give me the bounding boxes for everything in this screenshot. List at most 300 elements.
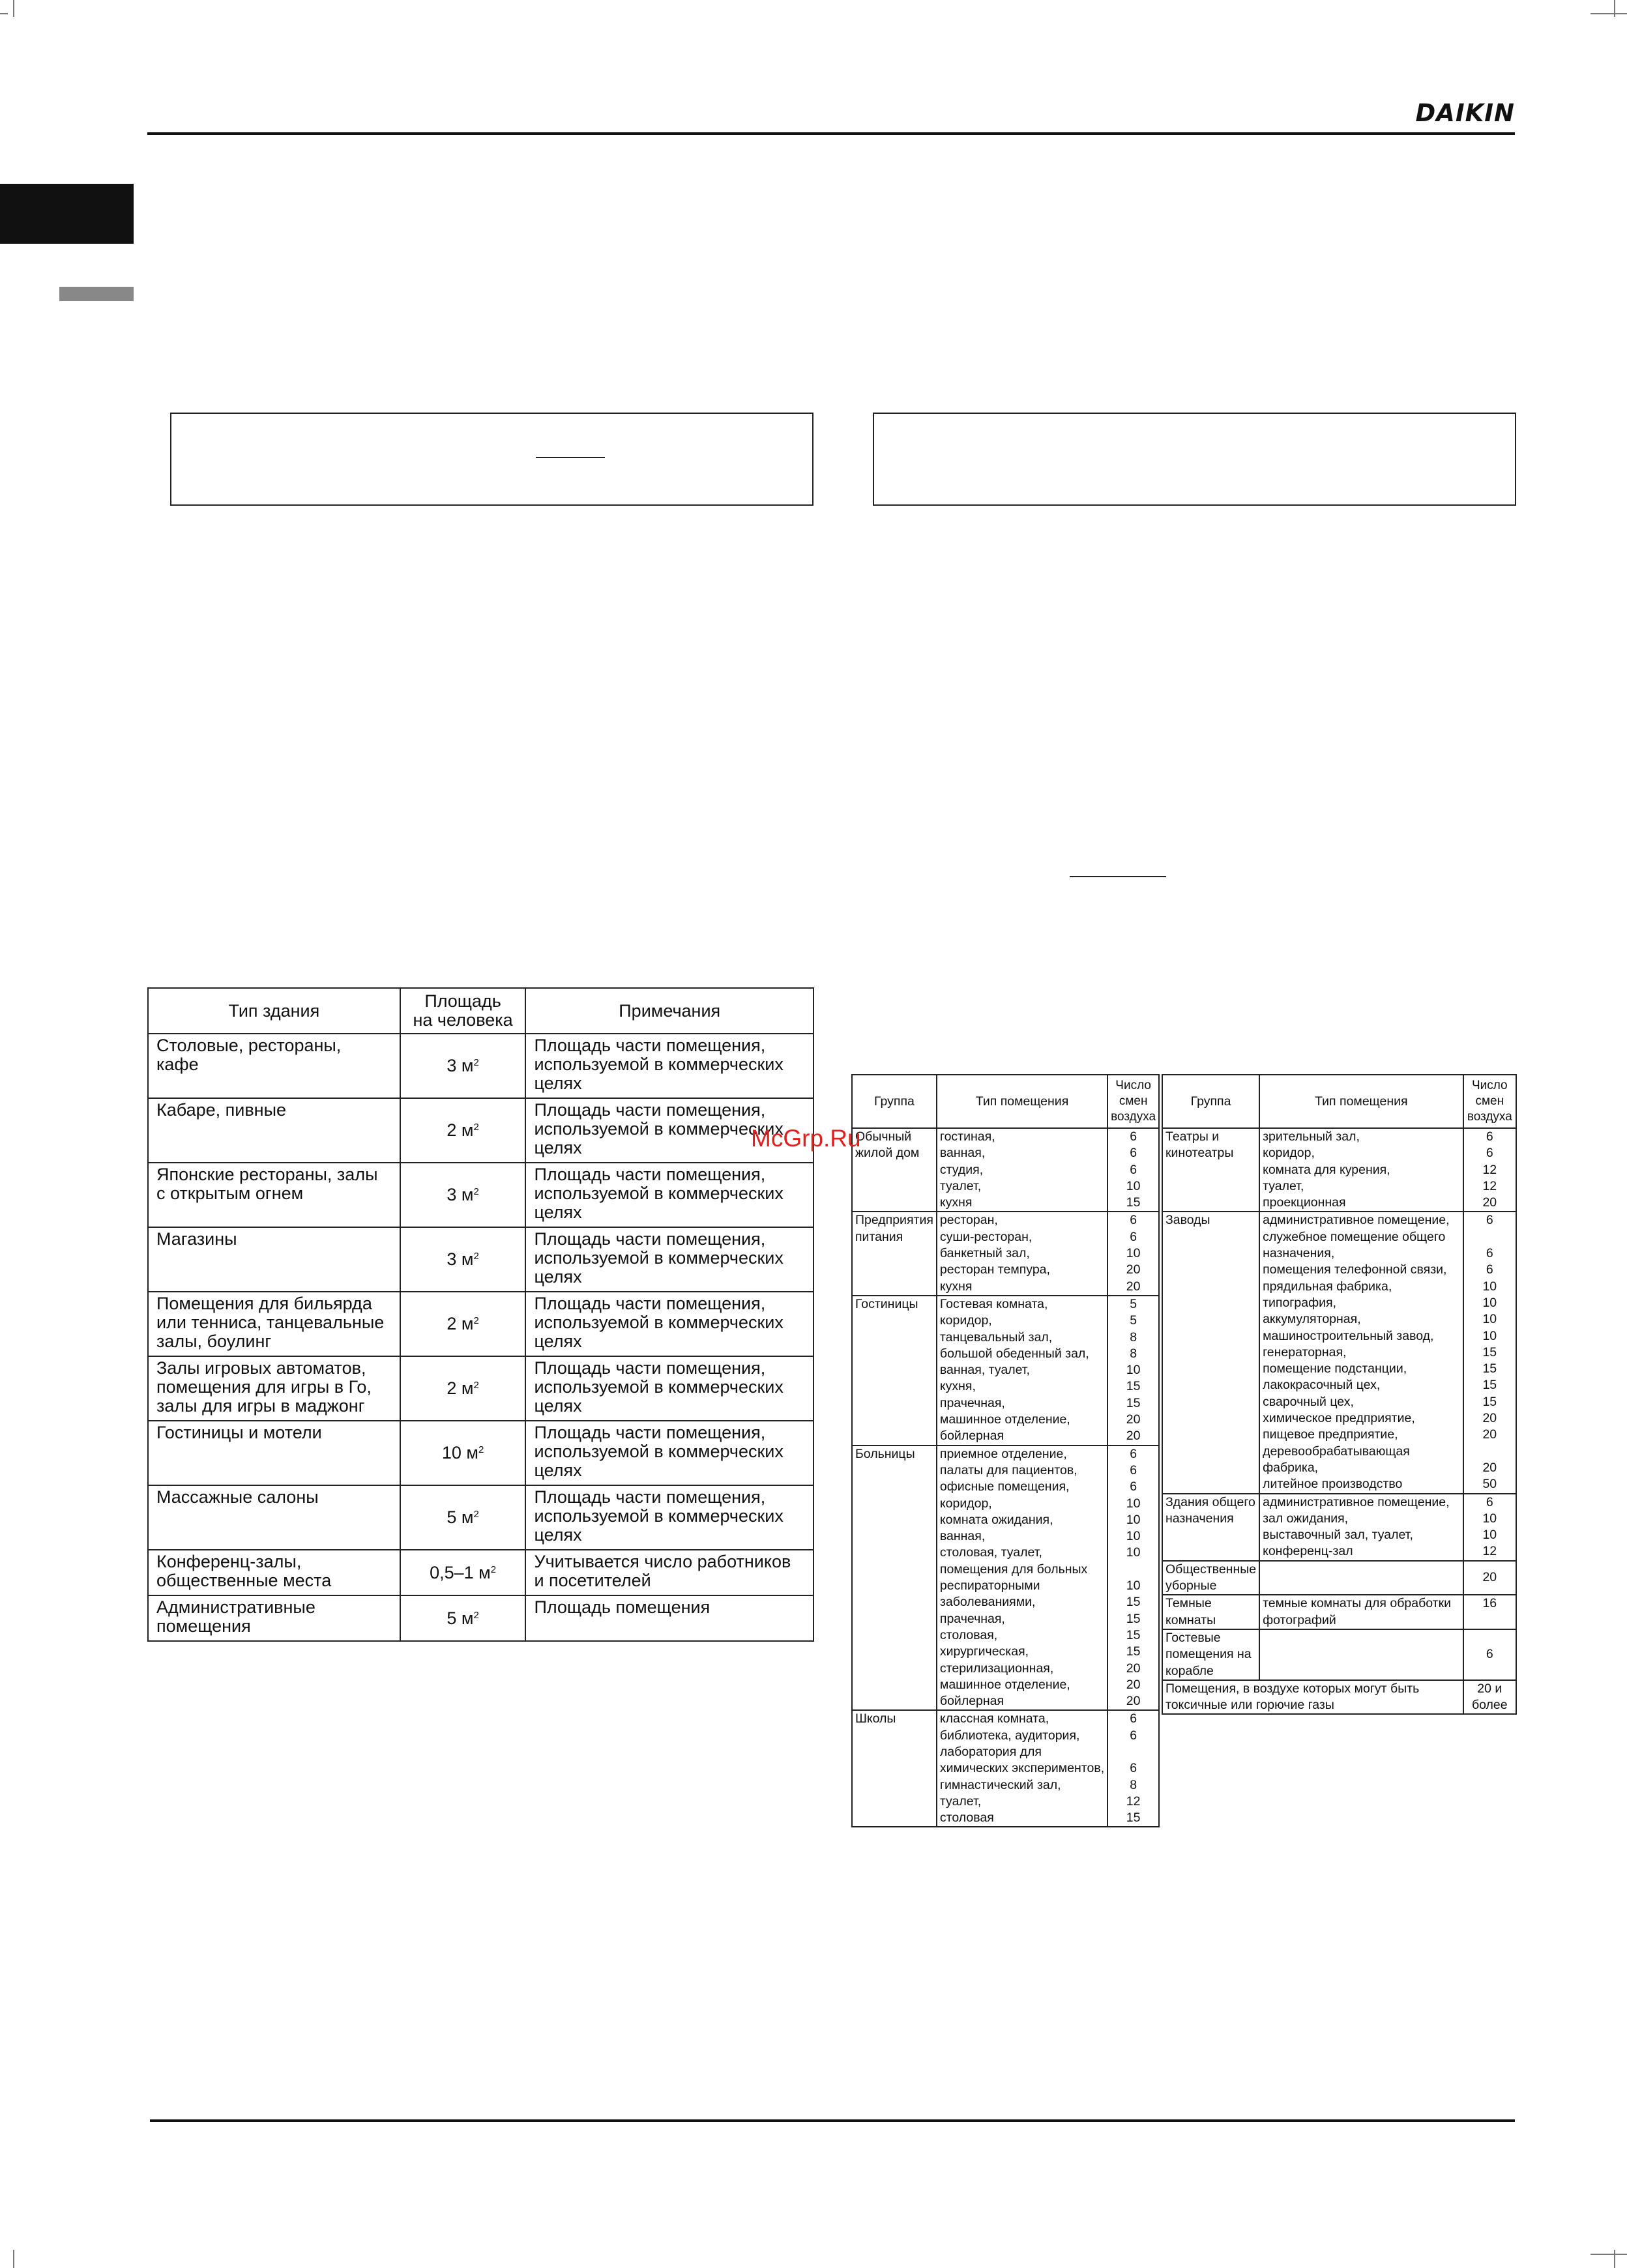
cell-text: помещения для игры в Го, [156,1377,372,1397]
cell-text: помещения [156,1616,251,1636]
cell-text: химическое предприятие, [1263,1411,1415,1426]
cell-text: респираторными [939,1578,1040,1593]
cell-text: 10 [1126,1178,1141,1193]
building-type-cell [148,1098,400,1163]
cell-text: прядильная фабрика, [1263,1279,1392,1294]
cell-text: ресторан, [939,1213,998,1228]
cell-text: 6 [1486,1213,1493,1228]
group-cell [1162,1561,1259,1595]
area-per-person-cell [400,1550,526,1595]
cell-text: машинное отделение, [939,1677,1070,1692]
cell-text: Помещения, в воздухе которых могут быть [1165,1681,1420,1696]
cell-text [1465,1229,1514,1245]
room-type-cell [937,1296,1107,1446]
cell-text: 6 [1130,1213,1137,1228]
cell-text: Здания общего [1165,1494,1255,1509]
cell-text: 20 [1126,1279,1141,1294]
cell-text: Кабаре, пивные [156,1100,287,1120]
watermark: McGrp.Ru [751,1125,861,1152]
cell-text: 20 [1126,1694,1141,1709]
cell-text: помещения телефонной связи, [1263,1262,1447,1277]
cell-text [1465,1444,1514,1460]
square-superscript: 2 [473,1315,479,1326]
cell-text: 15 [1126,1379,1141,1394]
cell-text: 6 [1130,1446,1137,1461]
cell-text: 6 [1130,1479,1137,1494]
crop-mark [0,13,8,14]
cell-text: корабле [1165,1663,1214,1678]
cell-text: Учитывается число работников [534,1552,791,1571]
building-type-cell [148,1421,400,1485]
cell-text: машинное отделение, [939,1412,1070,1427]
table-row [1162,1561,1516,1595]
cell-text: лакокрасочный цех, [1263,1378,1381,1393]
section-marker [59,287,134,301]
cell-text: конференц-зал [1263,1544,1353,1559]
table-row [852,1446,1159,1711]
air-changes-cell [1107,1446,1159,1711]
cell-text: зрительный зал, [1263,1129,1360,1144]
group-cell [1162,1494,1259,1561]
cell-text: 6 [1130,1162,1137,1177]
cell-text: 16 [1482,1596,1497,1611]
air-changes-cell [1107,1212,1159,1295]
occupancy-table [147,987,814,1642]
cell-text: более [1471,1698,1508,1713]
square-superscript: 2 [473,1251,479,1262]
cell-text [1109,1562,1157,1578]
square-superscript: 2 [473,1609,479,1621]
cell-text: Площадь помещения [534,1597,711,1617]
cell-text: деревообрабатывающая [1263,1444,1410,1459]
table-row [148,1163,814,1227]
cell-text: кухня [939,1279,973,1294]
note-cell [525,1595,814,1641]
column-header-room-type: Тип помещения [937,1075,1107,1128]
air-changes-table-left [851,1074,1160,1827]
cell-text [1109,1744,1157,1760]
cell-text: административное помещение, [1263,1213,1450,1228]
area-per-person-cell [400,1595,526,1641]
group-cell [852,1446,937,1711]
building-type-cell [148,1292,400,1356]
cell-text: 8 [1130,1777,1137,1792]
area-value: 3 м [447,1056,474,1075]
table-row [1162,1128,1516,1212]
air-changes-cell [1463,1561,1516,1595]
area-value: 0,5–1 м [430,1562,491,1582]
cell-text: используемой в коммерческих [534,1248,784,1268]
area-per-person-cell [400,1163,526,1227]
cell-text: 10 [1482,1312,1497,1327]
formula-box-left [170,413,814,506]
cell-text: темные комнаты для обработки [1263,1596,1452,1611]
cell-text: 20 и [1477,1681,1502,1696]
building-type-cell [148,1163,400,1227]
cell-text: Гостевая комната, [939,1296,1048,1311]
square-superscript: 2 [490,1563,497,1575]
cell-text: банкетный зал, [939,1246,1030,1261]
air-changes-cell [1107,1128,1159,1212]
building-type-cell [148,1227,400,1292]
crop-mark [13,0,14,17]
square-superscript: 2 [473,1122,479,1133]
cell-text: Залы игровых автоматов, [156,1358,366,1378]
cell-text: используемой в коммерческих [534,1506,784,1526]
cell-text: Площадь части помещения, [534,1100,766,1120]
cell-text: 6 [1130,1761,1137,1776]
cell-text: 12 [1126,1794,1141,1809]
cell-text: кафе [156,1054,199,1074]
note-cell [525,1292,814,1356]
cell-text: используемой в коммерческих [534,1184,784,1203]
cell-text: литейное производство [1263,1477,1403,1492]
cell-text: комната ожидания, [939,1512,1053,1527]
area-value: 2 м [447,1378,474,1398]
cell-text: Магазины [156,1229,237,1249]
room-type-cell [1259,1212,1463,1493]
table-row [148,1485,814,1550]
cell-text: коридор, [939,1496,992,1511]
room-type-cell [1259,1128,1463,1212]
crop-mark [1614,0,1615,17]
cell-text: 8 [1130,1330,1137,1345]
area-per-person-cell [400,1227,526,1292]
area-per-person-cell [400,1485,526,1550]
cell-text: 10 [1126,1545,1141,1560]
cell-text: столовая [939,1810,994,1825]
cell-text: 15 [1126,1195,1141,1210]
cell-text: библиотека, аудитория, [939,1728,1080,1743]
cell-text: стерилизационная, [939,1661,1054,1676]
cell-text: кинотеатры [1165,1146,1234,1161]
table-row [852,1212,1159,1295]
cell-text: ванная, [939,1146,986,1161]
table-row [1162,1212,1516,1493]
note-cell [525,1421,814,1485]
cell-text: зал ожидания, [1263,1511,1349,1526]
cell-text: используемой в коммерческих [534,1119,784,1139]
cell-text: залы, боулинг [156,1331,272,1351]
cell-text: коридор, [1263,1146,1315,1161]
cell-text: 6 [1486,1129,1493,1144]
cell-text: целях [534,1461,582,1480]
cell-text: офисные помещения, [939,1479,1070,1494]
cell-text: приемное отделение, [939,1446,1067,1461]
cell-text: Массажные салоны [156,1487,319,1507]
area-per-person-cell [400,1034,526,1098]
group-cell [852,1710,937,1827]
cell-text: Заводы [1165,1213,1210,1228]
note-cell [525,1485,814,1550]
table-row [1162,1629,1516,1680]
cell-text: Гостевые [1165,1630,1221,1645]
column-header-building-type: Тип здания [148,988,400,1034]
cell-text: пищевое предприятие, [1263,1427,1398,1442]
cell-text: используемой в коммерческих [534,1442,784,1461]
cell-text: 6 [1130,1129,1137,1144]
cell-text: 15 [1482,1378,1497,1393]
section-tab [0,184,134,244]
cell-text: используемой в коммерческих [534,1313,784,1332]
cell-text: комнаты [1165,1612,1216,1627]
area-value: 5 м [447,1507,474,1527]
cell-text: Площадь части помещения, [534,1165,766,1184]
cell-text: Гостиницы и мотели [156,1423,322,1442]
cell-text: помещение подстанции, [1263,1361,1407,1376]
cell-text: палаты для пациентов, [939,1462,1077,1477]
group-cell [1162,1595,1259,1629]
cell-text: хирургическая, [939,1644,1029,1659]
cell-text: выставочный зал, туалет, [1263,1528,1413,1543]
cell-text: 20 [1482,1570,1497,1585]
cell-text: кухня, [939,1379,976,1394]
cell-text: уборные [1165,1578,1217,1593]
cell-text: или тенниса, танцевальные [156,1313,385,1332]
cell-text: ванная, туалет, [939,1363,1030,1378]
cell-text: суши-ресторан, [939,1229,1033,1244]
column-header-group: Группа [1162,1075,1259,1128]
column-header-group: Группа [852,1075,937,1128]
cell-text: 15 [1126,1644,1141,1659]
table-row [1162,1680,1516,1715]
cell-text: и посетителей [534,1571,651,1590]
cell-text: Площадь части помещения, [534,1294,766,1313]
cell-text: Столовые, рестораны, [156,1036,342,1055]
cell-text: танцевальный зал, [939,1330,1053,1345]
cell-text: Больницы [855,1446,915,1461]
cell-text: Конференц-залы, [156,1552,302,1571]
cell-text: 10 [1126,1496,1141,1511]
building-type-cell [148,1485,400,1550]
cell-text: 5 [1130,1296,1137,1311]
note-cell [525,1163,814,1227]
room-type-cell [937,1446,1107,1711]
table-row [148,1356,814,1421]
cell-text: ресторан темпура, [939,1262,1050,1277]
air-changes-table-right [1162,1074,1517,1715]
cell-text: Площадь части помещения, [534,1423,766,1442]
fraction-line [536,457,605,458]
crop-mark [1590,2254,1627,2255]
cell-text: прачечная, [939,1611,1005,1626]
fraction-line [1070,876,1166,877]
cell-text: студия, [939,1162,984,1177]
cell-text: 20 [1126,1677,1141,1692]
cell-text: Обычный [855,1129,912,1144]
cell-text: 10 [1126,1512,1141,1527]
cell-text: 12 [1482,1178,1497,1193]
area-value: 5 м [447,1608,474,1628]
cell-text: 10 [1126,1529,1141,1544]
cell-text: Японские рестораны, залы [156,1165,378,1184]
square-superscript: 2 [473,1057,479,1068]
note-cell [525,1550,814,1595]
building-type-cell [148,1595,400,1641]
cell-text: лаборатория для [939,1744,1042,1759]
cell-text: ванная, [939,1529,986,1544]
cell-text: 6 [1130,1711,1137,1726]
cell-text: 20 [1482,1427,1497,1442]
cell-text: бойлерная [939,1429,1004,1444]
building-type-cell [148,1550,400,1595]
cell-text: 6 [1486,1246,1493,1261]
table-row [1162,1595,1516,1629]
cell-text: 10 [1126,1578,1141,1593]
column-header-air-changes: Число смен воздуха [1463,1075,1516,1128]
group-cell [852,1212,937,1295]
cell-text: 6 [1486,1146,1493,1161]
cell-text: Школы [855,1711,896,1726]
air-changes-cell [1463,1212,1516,1493]
room-type-cell [937,1212,1107,1295]
cell-text: машиностроительный завод, [1263,1328,1434,1343]
cell-text: Административные [156,1597,315,1617]
cell-text: 10 [1126,1363,1141,1378]
crop-mark [13,2250,14,2268]
cell-text: целях [534,1202,582,1222]
square-superscript: 2 [473,1380,479,1391]
crop-mark [1590,13,1627,14]
cell-text: 12 [1482,1162,1497,1177]
cell-text: 15 [1126,1627,1141,1642]
cell-text: используемой в коммерческих [534,1377,784,1397]
crop-mark [1614,2250,1615,2268]
air-changes-cell [1107,1296,1159,1446]
area-per-person-cell [400,1098,526,1163]
area-value: 2 м [447,1120,474,1140]
column-header-room-type: Тип помещения [1259,1075,1463,1128]
cell-text: туалет, [939,1178,982,1193]
cell-text: назначения, [1263,1246,1335,1261]
cell-text: 20 [1126,1262,1141,1277]
cell-text: 10 [1482,1295,1497,1310]
column-header-area: Площадь на человека [400,988,526,1034]
cell-text: 10 [1482,1279,1497,1294]
cell-text: жилой дом [855,1146,920,1161]
air-changes-cell [1463,1128,1516,1212]
table-row [148,1227,814,1292]
cell-text: 20 [1482,1195,1497,1210]
room-type-cell [1259,1561,1463,1595]
cell-text: 15 [1126,1611,1141,1626]
air-changes-cell [1463,1595,1516,1629]
room-type-cell [1259,1494,1463,1561]
header-rule [147,132,1515,135]
cell-text: 20 [1126,1429,1141,1444]
cell-text: целях [534,1138,582,1157]
cell-text: столовая, [939,1627,998,1642]
cell-text: Предприятия [855,1213,933,1228]
cell-text: 6 [1130,1229,1137,1244]
group-cell [1162,1128,1259,1212]
cell-text: целях [534,1525,582,1545]
cell-text: Площадь части помещения, [534,1358,766,1378]
air-changes-cell [1463,1680,1516,1715]
cell-text: залы для игры в маджонг [156,1396,365,1416]
cell-text: 15 [1482,1345,1497,1359]
cell-text: 10 [1126,1246,1141,1261]
cell-text: прачечная, [939,1395,1005,1410]
cell-text: Театры и [1165,1129,1220,1144]
cell-text: 6 [1486,1647,1493,1662]
cell-text: 10 [1482,1528,1497,1543]
cell-text: фотографий [1263,1612,1336,1627]
note-cell [525,1227,814,1292]
cell-text: Площадь части помещения, [534,1036,766,1055]
area-value: 10 м [441,1443,478,1462]
cell-text: 6 [1130,1728,1137,1743]
cell-text: Помещения для бильярда [156,1294,372,1313]
column-header-air-changes: Число смен воздуха [1107,1075,1159,1128]
group-cell [1162,1629,1259,1680]
cell-text: целях [534,1267,582,1287]
footer-rule [150,2119,1515,2122]
cell-text: используемой в коммерческих [534,1054,784,1074]
cell-text: Темные [1165,1596,1212,1611]
toxic-gas-rooms-cell [1162,1680,1463,1715]
cell-text: заболеваниями, [939,1595,1036,1610]
cell-text: административное помещение, [1263,1494,1450,1509]
cell-text: 15 [1126,1810,1141,1825]
table-row [148,1550,814,1595]
cell-text: 15 [1482,1361,1497,1376]
cell-text: туалет, [939,1794,982,1809]
cell-text: целях [534,1396,582,1416]
air-changes-cell [1463,1494,1516,1561]
cell-text: Общественные [1165,1562,1257,1577]
cell-text: служебное помещение общего [1263,1229,1446,1244]
cell-text: 10 [1482,1511,1497,1526]
cell-text: 20 [1126,1412,1141,1427]
cell-text: 20 [1482,1411,1497,1426]
cell-text: питания [855,1229,903,1244]
cell-text: назначения [1165,1511,1234,1526]
cell-text: проекционная [1263,1195,1346,1210]
cell-text: целях [534,1331,582,1351]
cell-text: с открытым огнем [156,1184,304,1203]
column-header-notes: Примечания [525,988,814,1034]
area-value: 3 м [447,1249,474,1269]
cell-text: фабрика, [1263,1460,1319,1475]
table-row [148,1098,814,1163]
table-row [148,1421,814,1485]
cell-text: комната для курения, [1263,1162,1390,1177]
brand-logo: DAIKIN [1415,99,1515,127]
air-changes-cell [1107,1710,1159,1827]
cell-text: общественные места [156,1571,332,1590]
cell-text: 6 [1130,1462,1137,1477]
cell-text: большой обеденный зал, [939,1346,1089,1361]
cell-text: химических экспериментов, [939,1761,1105,1776]
cell-text: 8 [1130,1346,1137,1361]
group-cell [852,1128,937,1212]
square-superscript: 2 [473,1186,479,1197]
cell-text: 10 [1482,1328,1497,1343]
cell-text: 6 [1486,1262,1493,1277]
building-type-cell [148,1356,400,1421]
cell-text: 12 [1482,1544,1497,1559]
cell-text: помещения на [1165,1647,1252,1662]
cell-text: аккумуляторная, [1263,1312,1361,1327]
group-cell [1162,1212,1259,1493]
building-type-cell [148,1034,400,1098]
cell-text: целях [534,1073,582,1093]
area-value: 3 м [447,1185,474,1204]
table-row [148,1292,814,1356]
cell-text: помещения для больных [939,1562,1088,1577]
cell-text: 20 [1126,1661,1141,1676]
